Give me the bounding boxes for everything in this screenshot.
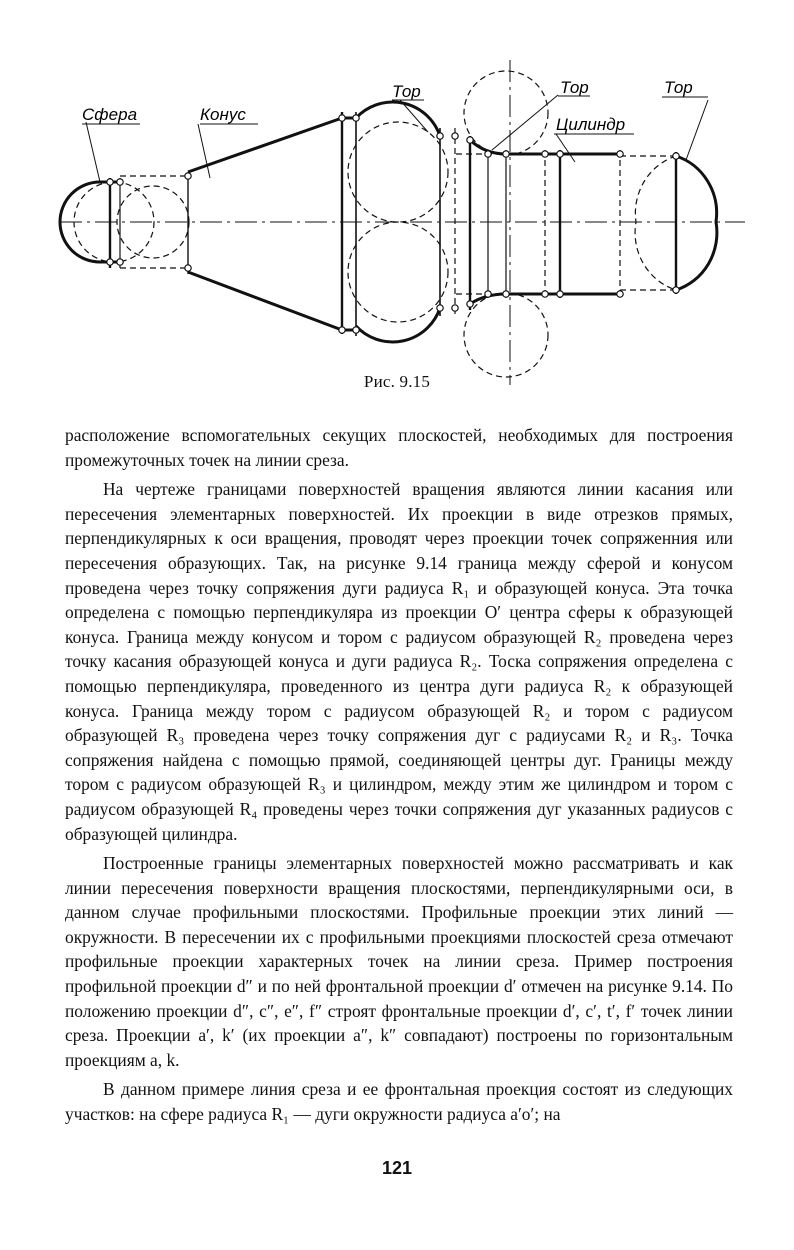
paragraph-2: На чертеже границами поверхностей вращения являются линии касания или пересечения элементарных поверхностей. Их проекции в виде отрезков прямых, перпендикулярных к оси вращения, проводят через проекции точек сопряженния или пересечения образующих. Так, на рисунке 9.14 граница между сферой и конусом проведена через точку сопряжения дуги радиуса R₁ и образующей конуса. Эта точка определена с помощью перпендикуляра из проекции O′ центра сферы к образующей конуса. Граница между конусом и тором с радиусом образующей R₂ проведена через точку касания образующей конуса и дуги радиуса R₂. Тоска сопряжения определена с помощью перпендикуляра, проведенного из центра дуги радиуса R₂ к образующей конуса. Граница между тором с радиусом образующей R₂ и тором с радиусом образующей R₃ проведена через точку сопряжения дуг с радиусами R₂ и R₃. Точка сопряжения найдена с помощью прямой, соединяющей центры дуг. Границы между тором с радиусом образующей R₃ и цилиндром, между этим же цилиндром и тором с радиусом образующей R₄ проведены через точки сопряжения дуг указанных радиусов с образующей цилиндра.	[65, 479, 733, 844]
page-number: 121	[381, 1158, 413, 1178]
torus1-lower-circle	[348, 222, 448, 322]
cone-leader	[198, 124, 210, 178]
torus1-upper-circle	[348, 122, 448, 222]
cone-edge-bottom	[188, 272, 342, 330]
label-torus-1: Тор	[392, 82, 421, 101]
marker-points	[107, 115, 679, 333]
torus3-left-outline	[635, 156, 676, 290]
cone-edge-top	[188, 118, 342, 172]
label-torus-2: Тор	[560, 78, 589, 97]
sphere-leader	[86, 122, 100, 182]
label-cylinder: Цилиндр	[556, 115, 626, 134]
label-sphere: Сфера	[82, 105, 138, 124]
torus1-leader	[400, 100, 428, 132]
torus3-right-outline	[676, 156, 717, 290]
paragraph-3: Построенные границы элементарных поверхностей можно рассматривать и как линии пересечения поверхности вращения плоскостями, перпендикулярными оси, в данном случае профильными плоскостями. Профильные проекции этих линий — окружности. В пересечении их с профильными проекциями плоскостей среза отмечают профильные проекции характерных точек на линии среза. Пример построения профильной проекции d″ и по ней фронтальной проекции d′ отмечен на рисунке 9.14. По положению проекции d″, c″, e″, f″ строят фронтальные проекции d′, c′, t′, f′ точек линии среза. Проекции a′, k′ (их проекции a″, k″ совпадают) построены по горизонтальным проекциям a, k.	[65, 853, 733, 1070]
torus3-leader	[686, 100, 708, 160]
figure-9-15	[0, 0, 794, 400]
paragraph-4: В данном примере линия среза и ее фронтальная проекция состоят из следующих участков: на сфере радиуса R₁ — дуги окружности радиуса a′o′; на	[65, 1079, 733, 1125]
torus2-upper-circle	[464, 71, 548, 155]
paragraph-1: расположение вспомогательных секущих плоскостей, необходимых для построения промежуточных точек на линии среза.	[65, 425, 733, 470]
technical-drawing	[0, 0, 794, 400]
torus2-lower-circle	[464, 293, 548, 377]
label-torus-3: Тор	[664, 78, 693, 97]
body-text	[65, 423, 733, 1131]
label-cone: Конус	[200, 105, 246, 124]
figure-caption: Рис. 9.15	[363, 372, 431, 391]
torus2-leader	[492, 95, 558, 150]
torus1-bottom-arc	[356, 308, 440, 342]
